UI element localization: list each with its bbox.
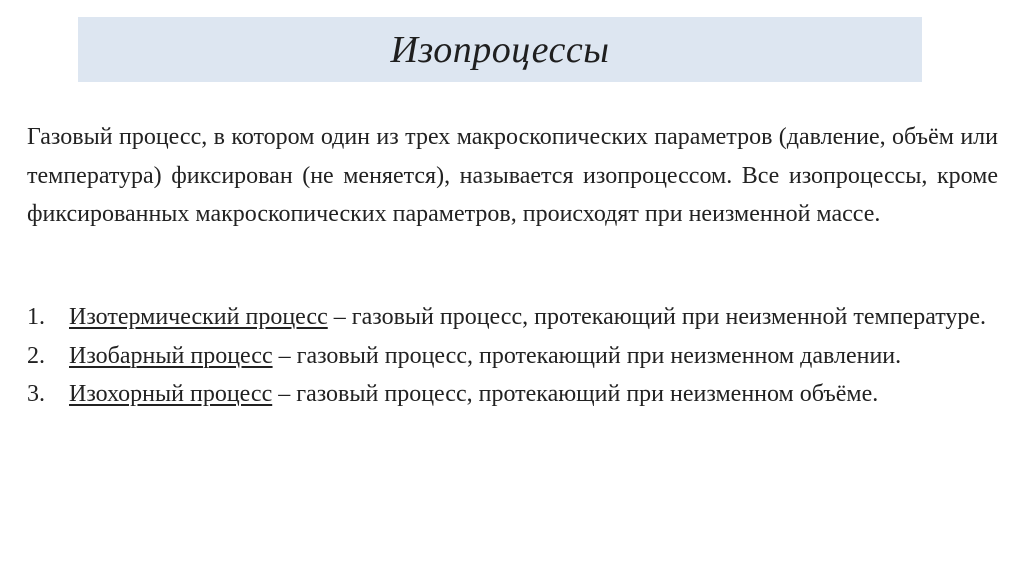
definition-isobaric: – газовый процесс, протекающий при неизменном давлении. <box>272 342 902 369</box>
list-number: 1. <box>27 304 45 330</box>
list-item-isothermal <box>27 298 998 337</box>
term-isochoric: Изохорный процесс <box>69 381 273 407</box>
list-item-isobaric <box>27 337 998 376</box>
definition-isothermal: – газовый процесс, протекающий при неизменной температуре. <box>327 304 987 330</box>
list-item-text <box>69 298 998 337</box>
title-banner <box>78 17 922 82</box>
intro-paragraph: Газовый процесс, в котором один из трех макроскопических параметров (давление, объём или температура) фиксирован (не меняется), называется изопроцессом. Все изопроцессы, кроме фиксированных макроскопических параметров, происходят при неизменной массе. <box>27 124 998 227</box>
list-number: 3. <box>27 381 45 407</box>
list-item-isochoric <box>27 375 998 414</box>
list-number: 2. <box>27 342 45 369</box>
term-isobaric: Изобарный процесс <box>69 342 273 369</box>
list-item-text <box>69 375 998 414</box>
definition-isochoric: – газовый процесс, протекающий при неизменном объёме. <box>272 381 879 407</box>
slide-title: Изопроцессы <box>390 28 610 71</box>
definition-list <box>27 298 998 414</box>
term-isothermal: Изотермический процесс <box>69 304 328 330</box>
list-item-text <box>69 337 998 376</box>
